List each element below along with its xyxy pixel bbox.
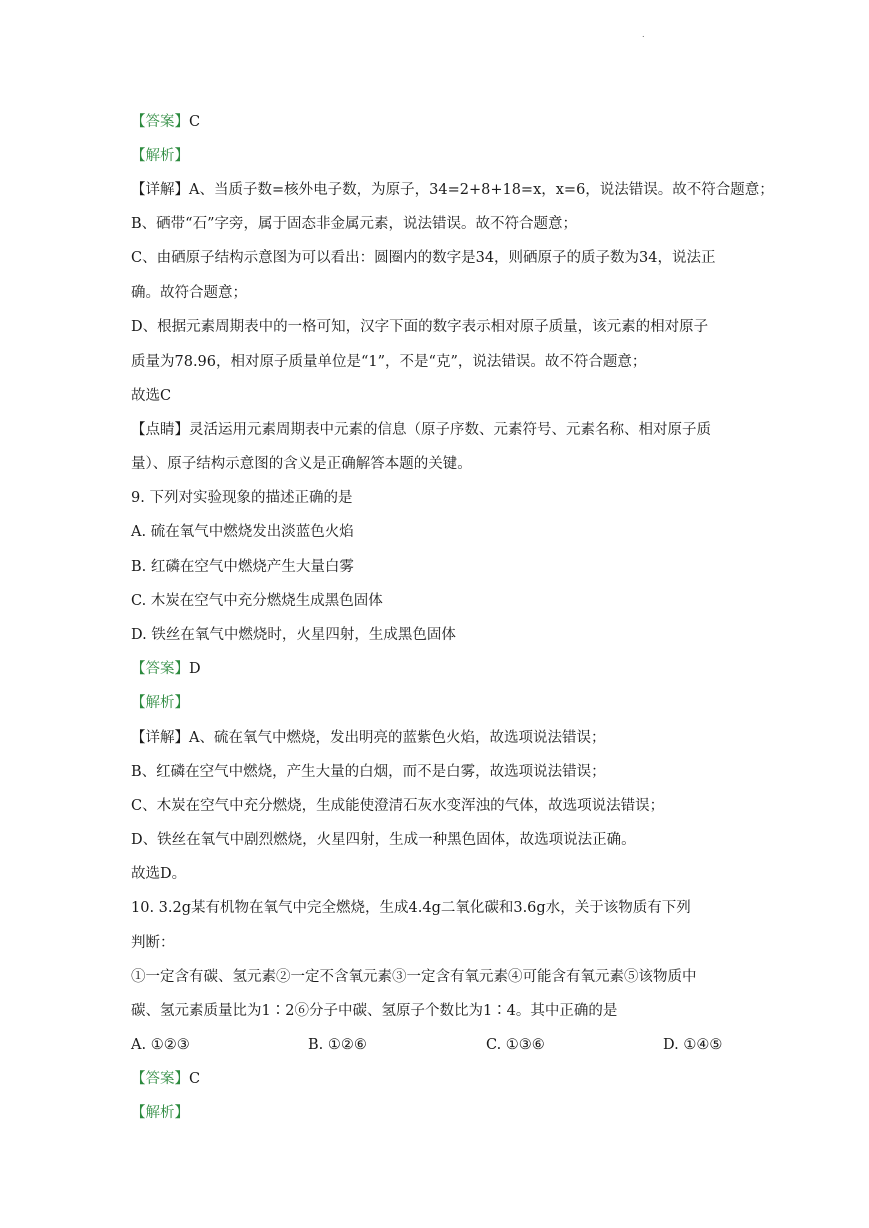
- detail-text: A、当质子数=核外电子数，为原子，34=2+8+18=x，x=6，说法错误。故不符合题意；: [189, 182, 774, 198]
- comment-line: [131, 420, 711, 440]
- answer-line-9: [131, 659, 201, 679]
- answer-line-10: [131, 1069, 200, 1089]
- detail-line: [131, 180, 774, 200]
- analysis-tag: 【解析】: [131, 148, 189, 164]
- text-line: C、木炭在空气中充分燃烧，生成能使澄清石灰水变浑浊的气体，故选项说法错误；: [131, 798, 665, 814]
- detail-tag: 【详解】: [131, 730, 189, 746]
- text-line: B、红磷在空气中燃烧，产生大量的白烟，而不是白雾，故选项说法错误；: [131, 764, 606, 780]
- comment-tag: 【点睛】: [131, 422, 189, 438]
- text-line: 故选D。: [131, 866, 187, 882]
- answer-tag: 【答案】: [131, 1071, 189, 1087]
- answer-line-8: [131, 112, 200, 132]
- answer-value: C: [189, 114, 201, 130]
- answer-tag: 【答案】: [131, 661, 189, 677]
- q10-option-d: D. ①④⑤: [663, 1037, 723, 1053]
- q9-option-a: A. 硫在氧气中燃烧发出淡蓝色火焰: [131, 524, 354, 540]
- q9-option-b: B. 红磷在空气中燃烧产生大量白雾: [131, 559, 354, 575]
- analysis-tag: 【解析】: [131, 695, 189, 711]
- q9-option-d: D. 铁丝在氧气中燃烧时，火星四射，生成黑色固体: [131, 627, 456, 643]
- question-10-stem: 10. 3.2g某有机物在氧气中完全燃烧，生成4.4g二氧化碳和3.6g水，关于该物质有下列: [131, 900, 691, 916]
- text-line: 确。故符合题意；: [131, 285, 247, 301]
- text-line: C、由硒原子结构示意图为可以看出：圆圈内的数字是34，则硒原子的质子数为34，说法正: [131, 250, 716, 266]
- analysis-tag: 【解析】: [131, 1105, 189, 1121]
- text-line: D、根据元素周期表中的一格可知，汉字下面的数字表示相对原子质量，该元素的相对原子: [131, 319, 709, 335]
- detail-text: A、硫在氧气中燃烧，发出明亮的蓝紫色火焰，故选项说法错误；: [189, 730, 606, 746]
- q10-option-a: A. ①②③: [131, 1037, 190, 1053]
- answer-value: D: [189, 661, 201, 677]
- text-line: ①一定含有碳、氢元素②一定不含氧元素③一定含有氧元素④可能含有氧元素⑤该物质中: [131, 969, 697, 985]
- answer-value: C: [189, 1071, 201, 1087]
- comment-text: 灵活运用元素周期表中元素的信息（原子序数、元素符号、元素名称、相对原子质: [189, 422, 711, 438]
- page-mark: .: [642, 30, 645, 39]
- text-line: B、硒带“石”字旁，属于固态非金属元素，说法错误。故不符合题意；: [131, 216, 577, 232]
- detail-line: [131, 728, 605, 748]
- text-line: 故选C: [131, 388, 172, 404]
- text-line: 碳、氢元素质量比为1∶2⑥分子中碳、氢原子个数比为1∶4。其中正确的是: [131, 1003, 618, 1019]
- answer-tag: 【答案】: [131, 114, 189, 130]
- question-9-stem: 9. 下列对实验现象的描述正确的是: [131, 490, 353, 506]
- text-line: 质量为78.96，相对原子质量单位是“1”，不是“克”，说法错误。故不符合题意；: [131, 354, 647, 370]
- text-line: 判断：: [131, 935, 175, 951]
- text-line: 量）、原子结构示意图的含义是正确解答本题的关键。: [131, 456, 472, 472]
- q10-option-c: C. ①③⑥: [486, 1037, 545, 1053]
- text-line: D、铁丝在氧气中剧烈燃烧，火星四射，生成一种黑色固体，故选项说法正确。: [131, 832, 636, 848]
- detail-tag: 【详解】: [131, 182, 189, 198]
- q9-option-c: C. 木炭在空气中充分燃烧生成黑色固体: [131, 593, 383, 609]
- q10-option-b: B. ①②⑥: [308, 1037, 367, 1053]
